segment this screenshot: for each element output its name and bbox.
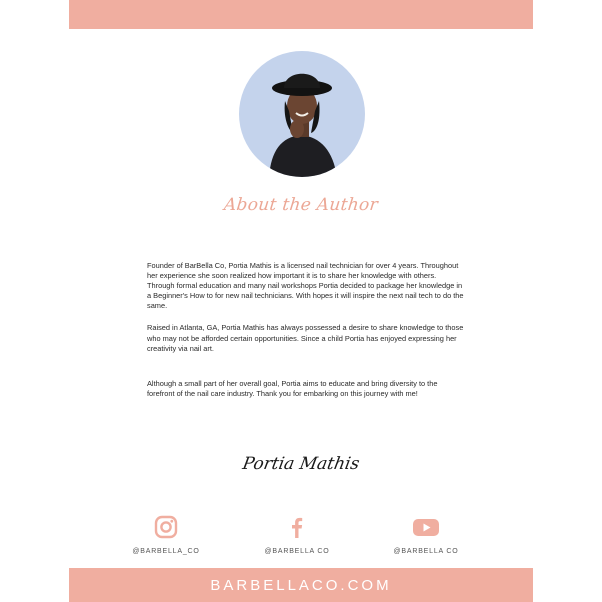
social-facebook[interactable]: [242, 514, 352, 555]
social-handle: @BARBELLA_CO: [132, 548, 200, 555]
instagram-icon: [111, 514, 221, 540]
social-handle: @BARBELLA CO: [393, 548, 459, 555]
bio-paragraph: Raised in Atlanta, GA, Portia Mathis has always possessed a desire to share knowledge to those who may not be afforded certain opportunities. Since a child Portia has enjoyed expressing her creativity via nail art.: [147, 323, 464, 353]
bio-paragraph: Founder of BarBella Co, Portia Mathis is a licensed nail technician for over 4 years. Throughout her experience she soon realized how important it is to share her knowledge with others. Through formal education and many nail workshops Portia decided to package her knowledge in a Beginner's How to for new nail technicians. With hopes it will inspire the next nail tech to do the same.: [147, 261, 464, 311]
page: [69, 0, 533, 602]
social-youtube[interactable]: [371, 514, 481, 555]
author-bio: [147, 261, 465, 411]
author-signature: Portia Mathis: [241, 454, 361, 474]
footer-band: [69, 568, 533, 602]
social-instagram[interactable]: [111, 514, 221, 555]
top-accent-band: [69, 0, 533, 29]
bio-paragraph: Although a small part of her overall goal, Portia aims to educate and bring diversity to the forefront of the nail care industry. Thank you for embarking on this journey with me!: [147, 378, 438, 398]
youtube-icon: [371, 514, 481, 540]
section-title: About the Author: [222, 195, 380, 215]
social-handle: @BARBELLA CO: [264, 548, 330, 555]
facebook-icon: [242, 514, 352, 540]
website-link[interactable]: BARBELLACO.COM: [210, 577, 392, 594]
author-photo: [239, 51, 365, 177]
